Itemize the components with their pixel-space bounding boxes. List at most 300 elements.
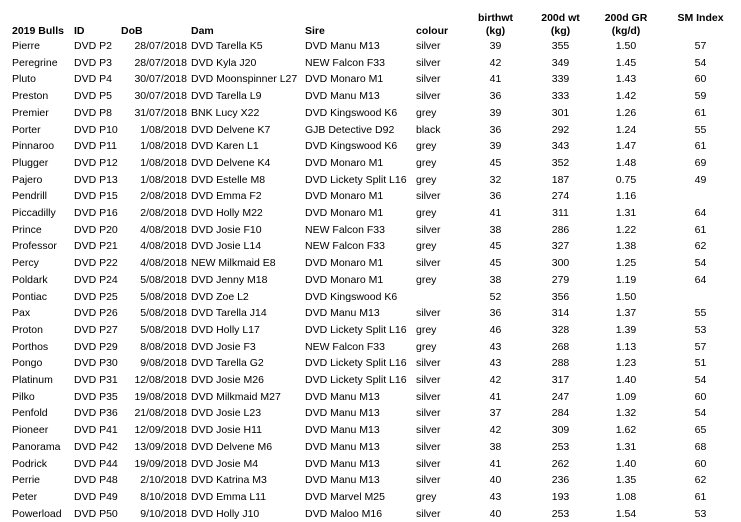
cell-name: Proton: [12, 323, 43, 336]
cell-sm-index: 53: [694, 507, 707, 520]
cell-name: Piccadilly: [12, 207, 56, 220]
table-row: [0, 305, 741, 322]
cell-dob: 31/07/2018: [134, 106, 187, 119]
cell-birthwt: 32: [489, 173, 502, 186]
cell-id: DVD P50: [74, 507, 118, 520]
cell-birthwt: 42: [489, 56, 502, 69]
cell-sm-index: 54: [694, 257, 707, 270]
cell-colour: silver: [416, 507, 441, 520]
cell-colour: silver: [416, 223, 441, 236]
cell-dam: DVD Kyla J20: [191, 56, 257, 69]
cell-200d-gr: 1.40: [615, 374, 637, 387]
cell-200d-wt: 286: [551, 223, 570, 236]
cell-colour: grey: [416, 207, 437, 220]
cell-sm-index: 57: [694, 340, 707, 353]
cell-birthwt: 52: [489, 290, 502, 303]
cell-dob: 1/08/2018: [140, 156, 187, 169]
table-header: [0, 4, 741, 38]
cell-dam: DVD Josie F3: [191, 340, 256, 353]
cell-birthwt: 39: [489, 40, 502, 52]
cell-200d-gr: 1.42: [615, 90, 637, 103]
cell-birthwt: 39: [489, 140, 502, 153]
cell-dob: 2/08/2018: [140, 190, 187, 203]
cell-200d-wt: 284: [551, 407, 570, 420]
cell-sm-index: 61: [694, 140, 707, 153]
cell-200d-gr: 1.48: [615, 156, 637, 169]
cell-id: DVD P21: [74, 240, 118, 253]
cell-200d-wt: 262: [551, 457, 570, 470]
header-200d-gr-label: 200d GR: [604, 12, 648, 24]
cell-dam: DVD Holly L17: [191, 323, 260, 336]
cell-sire: DVD Manu M13: [305, 474, 380, 487]
table-row: [0, 238, 741, 255]
table-row: [0, 355, 741, 372]
cell-sm-index: 57: [694, 40, 707, 52]
cell-200d-wt: 187: [551, 173, 570, 186]
cell-200d-wt: 253: [551, 440, 570, 453]
cell-200d-wt: 339: [551, 73, 570, 86]
cell-name: Platinum: [12, 374, 53, 387]
cell-sire: NEW Falcon F33: [305, 56, 385, 69]
cell-200d-gr: 1.31: [615, 207, 637, 220]
cell-sire: DVD Monaro M1: [305, 156, 384, 169]
cell-birthwt: 41: [489, 207, 502, 220]
cell-dam: DVD Moonspinner L27: [191, 73, 298, 86]
header-birthwt-unit: (kg): [485, 25, 506, 37]
cell-dam: DVD Holly J10: [191, 507, 260, 520]
cell-sm-index: 69: [694, 156, 707, 169]
cell-dam: DVD Estelle M8: [191, 173, 266, 186]
cell-name: Pilko: [12, 390, 35, 403]
cell-id: DVD P44: [74, 457, 118, 470]
cell-colour: grey: [416, 140, 437, 153]
cell-200d-wt: 300: [551, 257, 570, 270]
cell-200d-gr: 1.37: [615, 307, 637, 320]
cell-name: Podrick: [12, 457, 48, 470]
cell-name: Pontiac: [12, 290, 48, 303]
cell-200d-gr: 1.09: [615, 390, 637, 403]
cell-birthwt: 45: [489, 257, 502, 270]
cell-birthwt: 46: [489, 323, 502, 336]
cell-200d-gr: 1.24: [615, 123, 637, 136]
cell-200d-gr: 1.38: [615, 240, 637, 253]
cell-dam: DVD Delvene K4: [191, 156, 271, 169]
cell-200d-gr: 1.43: [615, 73, 637, 86]
cell-sm-index: [660, 188, 741, 205]
cell-id: DVD P42: [74, 440, 118, 453]
header-200d-gr-unit: (kg/d): [611, 25, 641, 37]
cell-sire: NEW Falcon F33: [305, 240, 385, 253]
cell-dob: 2/08/2018: [140, 207, 187, 220]
cell-dam: DVD Josie F10: [191, 223, 262, 236]
cell-dob: 1/08/2018: [140, 123, 187, 136]
cell-dam: DVD Emma L11: [191, 490, 267, 503]
cell-sm-index: [660, 289, 741, 306]
cell-dob: 8/10/2018: [140, 490, 187, 503]
cell-200d-gr: 0.75: [615, 173, 637, 186]
cell-colour: silver: [416, 424, 441, 437]
cell-200d-wt: 311: [552, 207, 569, 220]
cell-dob: 28/07/2018: [134, 56, 187, 69]
cell-id: DVD P16: [74, 207, 118, 220]
cell-colour: silver: [416, 90, 441, 103]
cell-sire: DVD Monaro M1: [305, 73, 384, 86]
table-row: [0, 272, 741, 289]
cell-dob: 19/08/2018: [134, 390, 187, 403]
cell-sire: DVD Marvel M25: [305, 490, 385, 503]
table-row: [0, 222, 741, 239]
cell-birthwt: 40: [489, 507, 502, 520]
cell-colour: silver: [416, 190, 441, 203]
header-sm-index-spacer: [660, 25, 741, 38]
cell-200d-wt: 288: [551, 357, 570, 370]
cell-id: DVD P5: [74, 90, 112, 103]
cell-dob: 8/08/2018: [140, 340, 187, 353]
header-id: ID: [74, 25, 85, 37]
cell-id: DVD P13: [74, 173, 118, 186]
cell-sire: DVD Monaro M1: [305, 257, 384, 270]
cell-id: DVD P10: [74, 123, 118, 136]
cell-200d-wt: 327: [551, 240, 570, 253]
cell-colour: grey: [416, 106, 437, 119]
cell-sm-index: 61: [694, 106, 707, 119]
cell-sm-index: 54: [694, 374, 707, 387]
cell-sm-index: 62: [694, 474, 707, 487]
cell-sire: DVD Manu M13: [305, 390, 380, 403]
cell-200d-wt: 343: [551, 140, 570, 153]
cell-dam: DVD Karen L1: [191, 140, 259, 153]
table-row: [0, 472, 741, 489]
cell-id: DVD P26: [74, 307, 118, 320]
cell-dam: DVD Tarella K5: [191, 40, 263, 52]
table-row: [0, 339, 741, 356]
cell-name: Pax: [12, 307, 31, 320]
cell-200d-wt: 236: [551, 474, 570, 487]
cell-200d-gr: 1.16: [615, 190, 637, 203]
cell-colour: silver: [416, 390, 441, 403]
cell-colour: silver: [416, 374, 441, 387]
cell-sm-index: 65: [694, 424, 707, 437]
table-row: [0, 322, 741, 339]
cell-colour: grey: [416, 240, 437, 253]
cell-dob: 4/08/2018: [140, 223, 187, 236]
cell-200d-gr: 1.50: [615, 290, 637, 303]
cell-200d-wt: 314: [551, 307, 570, 320]
cell-sire: DVD Monaro M1: [305, 207, 384, 220]
cell-sire: DVD Lickety Split L16: [305, 374, 407, 387]
cell-name: Pongo: [12, 357, 43, 370]
header-dob: DoB: [121, 25, 143, 37]
cell-sm-index: 49: [694, 173, 707, 186]
cell-200d-gr: 1.23: [615, 357, 637, 370]
table-row: [0, 255, 741, 272]
cell-id: DVD P30: [74, 357, 118, 370]
cell-dam: DVD Tarella J14: [191, 307, 267, 320]
cell-200d-wt: 356: [551, 290, 570, 303]
header-birthwt: [462, 4, 529, 38]
cell-id: DVD P2: [74, 40, 112, 52]
cell-birthwt: 45: [489, 240, 502, 253]
cell-birthwt: 42: [489, 374, 502, 387]
cell-dob: 12/09/2018: [134, 424, 187, 437]
cell-colour: silver: [416, 257, 441, 270]
cell-sire: DVD Kingswood K6: [305, 290, 398, 303]
table-row: [0, 188, 741, 205]
cell-dob: 9/10/2018: [140, 507, 187, 520]
cell-dob: 1/08/2018: [140, 173, 187, 186]
cell-name: Pinnaroo: [12, 140, 55, 153]
cell-200d-wt: 247: [551, 390, 570, 403]
cell-colour: grey: [416, 323, 437, 336]
cell-sm-index: 55: [694, 307, 707, 320]
cell-dam: DVD Milkmaid M27: [191, 390, 281, 403]
cell-id: DVD P22: [74, 257, 118, 270]
cell-name: Penfold: [12, 407, 48, 420]
cell-name: Preston: [12, 90, 49, 103]
header-colour: colour: [416, 25, 449, 37]
cell-sire: DVD Manu M13: [305, 424, 380, 437]
cell-200d-wt: 352: [551, 156, 570, 169]
cell-200d-gr: 1.62: [615, 424, 637, 437]
table-row: [0, 155, 741, 172]
table-row: [0, 55, 741, 72]
cell-dob: 4/08/2018: [140, 257, 187, 270]
cell-200d-gr: 1.39: [615, 323, 637, 336]
cell-200d-wt: 279: [551, 273, 570, 286]
cell-200d-gr: 1.47: [615, 140, 637, 153]
cell-dob: 5/08/2018: [140, 273, 187, 286]
cell-200d-wt: 274: [551, 190, 570, 203]
cell-name: Pajero: [12, 173, 43, 186]
cell-name: Panorama: [12, 440, 61, 453]
cell-id: DVD P35: [74, 390, 118, 403]
cell-id: DVD P48: [74, 474, 118, 487]
table-row: [0, 439, 741, 456]
cell-dam: DVD Josie L14: [191, 240, 262, 253]
cell-sire: DVD Monaro M1: [305, 273, 384, 286]
cell-dob: 28/07/2018: [134, 40, 187, 52]
cell-dam: DVD Josie M4: [191, 457, 259, 470]
cell-sire: DVD Manu M13: [305, 407, 380, 420]
cell-200d-wt: 193: [551, 490, 570, 503]
cell-name: Perrie: [12, 474, 41, 487]
header-200d-wt-unit: (kg): [550, 25, 571, 37]
cell-dob: 4/08/2018: [140, 240, 187, 253]
cell-colour: silver: [416, 440, 441, 453]
cell-name: Pendrill: [12, 190, 48, 203]
cell-colour: silver: [416, 457, 441, 470]
cell-dam: DVD Delvene K7: [191, 123, 271, 136]
table-row: [0, 506, 741, 522]
cell-colour: grey: [416, 273, 437, 286]
cell-birthwt: 43: [489, 490, 502, 503]
cell-birthwt: 41: [489, 390, 502, 403]
cell-colour: silver: [416, 474, 441, 487]
cell-sire: NEW Falcon F33: [305, 223, 385, 236]
cell-sm-index: 55: [694, 123, 707, 136]
cell-dam: DVD Zoe L2: [191, 290, 249, 303]
cell-birthwt: 43: [489, 340, 502, 353]
cell-sm-index: 60: [694, 390, 707, 403]
cell-sm-index: 60: [694, 457, 707, 470]
cell-sire: GJB Detective D92: [305, 123, 395, 136]
header-200d-gr: [592, 4, 660, 38]
cell-id: DVD P15: [74, 190, 118, 203]
cell-id: DVD P41: [74, 424, 118, 437]
cell-dob: 9/08/2018: [140, 357, 187, 370]
cell-name: Pierre: [12, 40, 41, 52]
cell-birthwt: 36: [489, 307, 502, 320]
cell-name: Premier: [12, 106, 49, 119]
cell-id: DVD P3: [74, 56, 112, 69]
cell-200d-gr: 1.26: [615, 106, 637, 119]
header-sm-index-label: SM Index: [677, 12, 724, 24]
table-row: [0, 372, 741, 389]
cell-birthwt: 36: [489, 90, 502, 103]
cell-birthwt: 38: [489, 273, 502, 286]
header-sire: Sire: [305, 25, 325, 37]
cell-sire: DVD Manu M13: [305, 40, 380, 52]
table-row: [0, 405, 741, 422]
cell-dam: BNK Lucy X22: [191, 106, 260, 119]
cell-sire: DVD Monaro M1: [305, 190, 384, 203]
table-row: [0, 105, 741, 122]
cell-dam: DVD Jenny M18: [191, 273, 268, 286]
header-row: [0, 4, 741, 38]
cell-dob: 30/07/2018: [134, 73, 187, 86]
cell-id: DVD P31: [74, 374, 118, 387]
cell-sire: DVD Maloo M16: [305, 507, 383, 520]
header-name: 2019 Bulls: [12, 25, 64, 37]
cell-dob: 13/09/2018: [134, 440, 187, 453]
cell-dob: 2/10/2018: [140, 474, 187, 487]
cell-sm-index: 53: [694, 323, 707, 336]
cell-name: Porthos: [12, 340, 49, 353]
header-200d-wt-label: 200d wt: [541, 12, 580, 24]
cell-200d-gr: 1.40: [615, 457, 637, 470]
cell-200d-gr: 1.13: [615, 340, 637, 353]
cell-dam: DVD Tarella L9: [191, 90, 262, 103]
cell-200d-wt: 349: [551, 56, 570, 69]
cell-birthwt: 42: [489, 424, 502, 437]
table-row: [0, 289, 741, 306]
table-row: [0, 489, 741, 506]
cell-dob: 19/09/2018: [134, 457, 187, 470]
cell-dob: 5/08/2018: [140, 290, 187, 303]
cell-birthwt: 36: [489, 123, 502, 136]
cell-sire: DVD Lickety Split L16: [305, 173, 407, 186]
cell-colour: grey: [416, 156, 437, 169]
cell-200d-gr: 1.54: [615, 507, 637, 520]
cell-sire: DVD Kingswood K6: [305, 106, 398, 119]
cell-dob: 1/08/2018: [140, 140, 187, 153]
cell-sm-index: 61: [694, 223, 707, 236]
cell-id: DVD P24: [74, 273, 118, 286]
cell-id: DVD P8: [74, 106, 112, 119]
cell-name: Poldark: [12, 273, 48, 286]
cell-200d-gr: 1.50: [615, 40, 637, 52]
cell-sire: DVD Lickety Split L16: [305, 357, 407, 370]
header-birthwt-label: birthwt: [478, 12, 513, 24]
cell-name: Prince: [12, 223, 42, 236]
cell-colour: grey: [416, 340, 437, 353]
cell-colour: grey: [416, 490, 437, 503]
cell-sire: DVD Manu M13: [305, 457, 380, 470]
cell-200d-wt: 309: [551, 424, 570, 437]
cell-id: DVD P11: [74, 140, 117, 153]
cell-200d-gr: 1.31: [615, 440, 637, 453]
cell-sire: DVD Lickety Split L16: [305, 323, 407, 336]
cell-birthwt: 38: [489, 440, 502, 453]
cell-birthwt: 45: [489, 156, 502, 169]
cell-dob: 12/08/2018: [134, 374, 187, 387]
cell-colour: [416, 289, 462, 306]
cell-birthwt: 36: [489, 190, 502, 203]
table-row: [0, 71, 741, 88]
cell-sm-index: 54: [694, 407, 707, 420]
header-200d-wt: [529, 4, 592, 38]
cell-birthwt: 43: [489, 357, 502, 370]
table-row: [0, 138, 741, 155]
cell-id: DVD P29: [74, 340, 118, 353]
table-row: [0, 38, 741, 55]
cell-birthwt: 38: [489, 223, 502, 236]
cell-dob: 30/07/2018: [134, 90, 187, 103]
cell-id: DVD P4: [74, 73, 112, 86]
cell-sm-index: 64: [694, 273, 707, 286]
cell-200d-wt: 317: [551, 374, 570, 387]
cell-dam: DVD Josie M26: [191, 374, 264, 387]
table-row: [0, 389, 741, 406]
cell-dam: DVD Delvene M6: [191, 440, 273, 453]
cell-name: Pluto: [12, 73, 36, 86]
cell-sire: DVD Manu M13: [305, 90, 380, 103]
cell-name: Professor: [12, 240, 57, 253]
cell-birthwt: 39: [489, 106, 502, 119]
cell-dob: 5/08/2018: [140, 307, 187, 320]
cell-sm-index: 62: [694, 240, 707, 253]
cell-sire: NEW Falcon F33: [305, 340, 385, 353]
cell-sm-index: 61: [694, 490, 707, 503]
cell-name: Porter: [12, 123, 41, 136]
cell-sm-index: 54: [694, 56, 707, 69]
cell-colour: silver: [416, 407, 441, 420]
cell-colour: black: [416, 123, 441, 136]
cell-sire: DVD Manu M13: [305, 440, 380, 453]
cell-sm-index: 51: [694, 357, 707, 370]
cell-200d-wt: 268: [551, 340, 570, 353]
cell-sire: DVD Manu M13: [305, 307, 380, 320]
cell-200d-wt: 328: [551, 323, 570, 336]
cell-200d-gr: 1.08: [615, 490, 637, 503]
cell-dam: DVD Emma F2: [191, 190, 262, 203]
cell-name: Percy: [12, 257, 39, 270]
cell-colour: silver: [416, 73, 441, 86]
cell-colour: grey: [416, 173, 437, 186]
cell-name: Plugger: [12, 156, 49, 169]
cell-id: DVD P36: [74, 407, 118, 420]
cell-name: Pioneer: [12, 424, 49, 437]
cell-birthwt: 41: [489, 457, 502, 470]
cell-birthwt: 40: [489, 474, 502, 487]
cell-dam: DVD Tarella G2: [191, 357, 264, 370]
cell-name: Powerload: [12, 507, 62, 520]
header-dam: Dam: [191, 25, 214, 37]
table-row: [0, 422, 741, 439]
cell-name: Peregrine: [12, 56, 58, 69]
cell-200d-wt: 253: [551, 507, 570, 520]
cell-dam: DVD Holly M22: [191, 207, 263, 220]
